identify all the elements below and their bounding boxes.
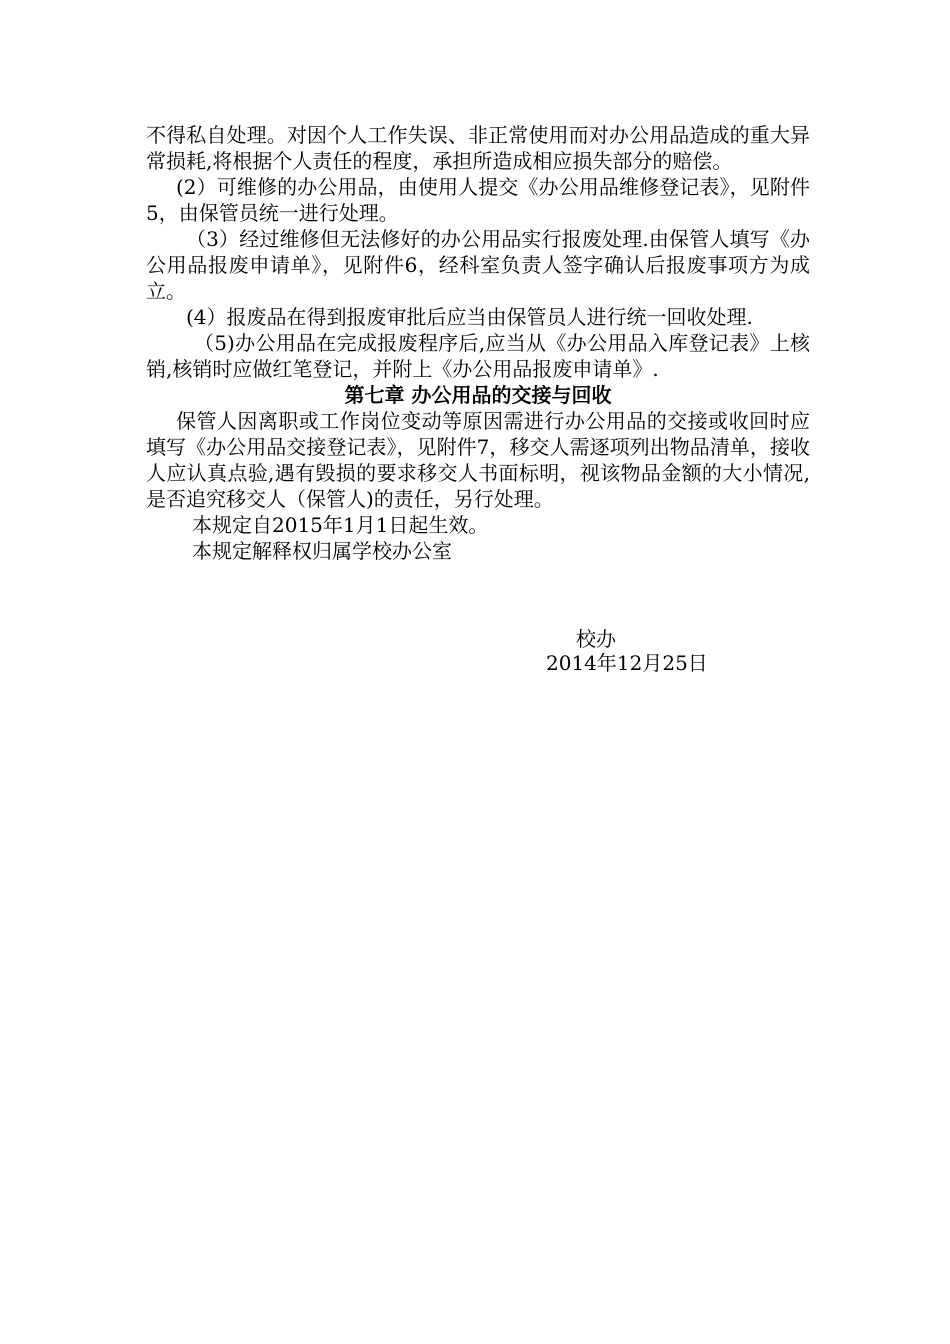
signature-date: 2014年12月25日 [546,651,708,675]
chapter-heading: 第七章 办公用品的交接与回收 [344,383,612,407]
effective-date-line: 本规定自2015年1月1日起生效。 [192,513,489,537]
paragraph-handover: 保管人因离职或工作岗位变动等原因需进行办公用品的交接或收回时应填写《办公用品交接登记表》，见附件7，移交人需逐项列出物品清单，接收人应认真点验,遇有毁损的要求移交人书面标明，视该物品金额的大小情况,是否追究移交人（保管人)的责任，另行处理。 [146,409,810,511]
signature-office: 校办 [576,627,616,651]
interpretation-line: 本规定解释权归属学校办公室 [192,539,452,563]
document-body [146,122,810,564]
paragraph-repairable-items: (2）可维修的办公用品，由使用人提交《办公用品维修登记表》，见附件5，由保管员统一进行处理。 [146,175,810,225]
paragraph-scrap-processing: （3）经过维修但无法修好的办公用品实行报废处理.由保管人填写《办公用品报废申请单》，见附件6，经科室负责人签字确认后报废事项方为成立。 [146,227,810,303]
paragraph-liability: 不得私自处理。对因个人工作失误、非正常使用而对办公用品造成的重大异常损耗,将根据个人责任的程度，承担所造成相应损失部分的赔偿。 [146,123,810,173]
paragraph-scrap-recovery: (4）报废品在得到报废审批后应当由保管员人进行统一回收处理. [186,305,753,329]
paragraph-write-off: （5)办公用品在完成报废程序后,应当从《办公用品入库登记表》上核销,核销时应做红笔登记，并附上《办公用品报废申请单》. [146,331,810,381]
